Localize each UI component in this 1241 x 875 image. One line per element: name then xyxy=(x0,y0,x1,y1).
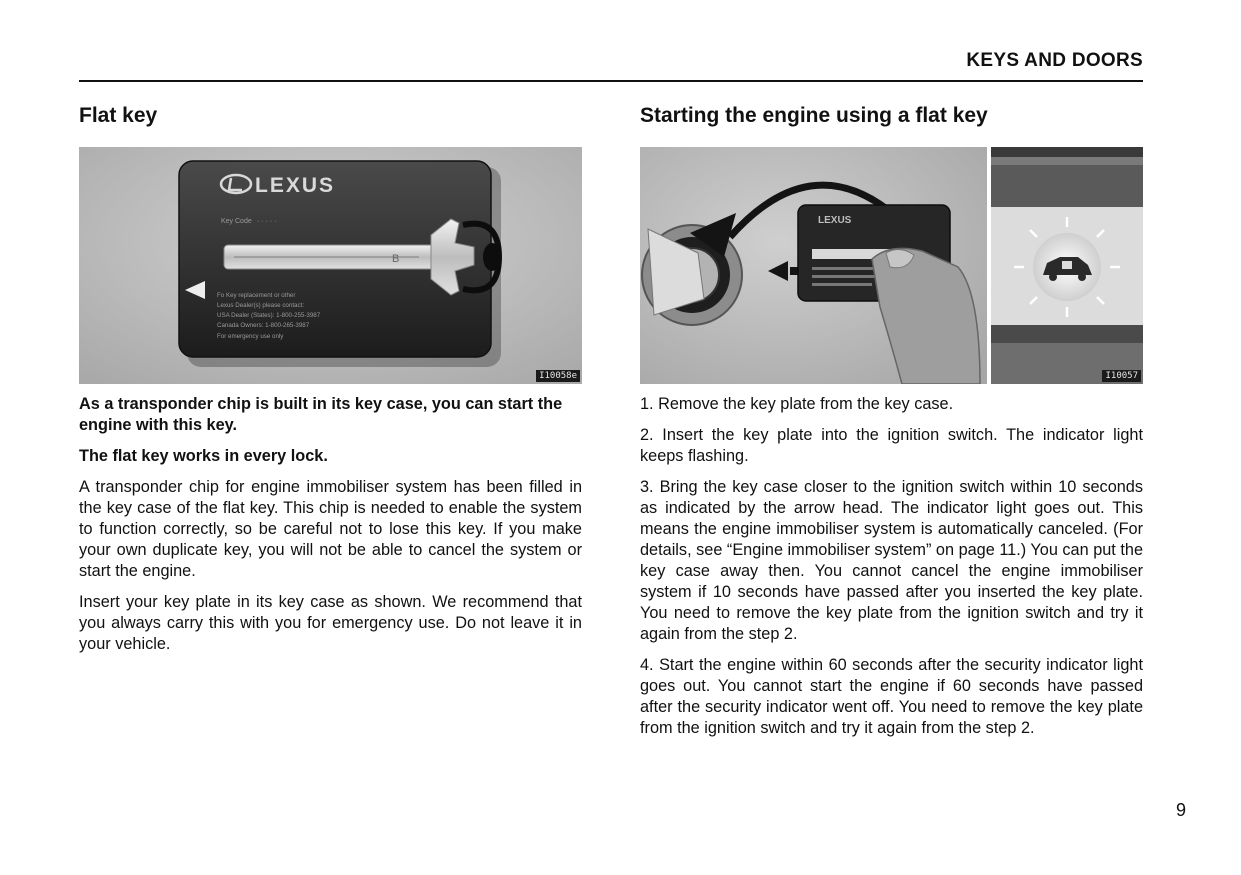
page-number: 9 xyxy=(1176,800,1187,820)
right-column xyxy=(640,100,1143,749)
flat-key-illustration xyxy=(79,147,582,384)
paragraph: The flat key works in every lock. xyxy=(79,447,328,465)
ignition-figure xyxy=(640,147,1143,384)
svg-text:Fo Key replacement or other: Fo Key replacement or other xyxy=(217,292,296,299)
paragraph: A transponder chip for engine immobiliser system has been filled in the key case of the flat key. This chip is needed to enable the system to function correctly, so be careful not to lose this key. If you make your own duplicate key, you will not be able to cancel the system or start the engine. xyxy=(79,478,582,580)
flat-key-figure xyxy=(79,147,582,384)
right-body-text xyxy=(640,394,1143,739)
svg-text:For emergency use only: For emergency use only xyxy=(217,333,284,340)
figure-code: I10058e xyxy=(536,370,580,382)
left-body-text xyxy=(79,394,582,655)
flat-key-heading: Flat key xyxy=(79,104,158,127)
step-2: 2. Insert the key plate into the ignition switch. The indicator light keeps flashing. xyxy=(640,426,1143,465)
svg-text:USA Dealer (States): 1-800-255: USA Dealer (States): 1-800-255-3987 xyxy=(217,312,321,319)
svg-text:· · · · ·: · · · · · xyxy=(257,218,277,225)
paragraph: As a transponder chip is built in its key case, you can start the engine with this key. xyxy=(79,395,563,434)
step-3: 3. Bring the key case closer to the ignition switch within 10 seconds as indicated by the arrow head. The indicator light goes out. This means the engine immobiliser system is automatically canceled. (For details, see “Engine immobiliser system” on page 11.) You can put the key case away then. You cannot cancel the engine immobiliser system if 10 seconds have passed after you inserted the key plate. You need to remove the key plate from the ignition switch and try it again from the step 2. xyxy=(640,478,1143,643)
svg-text:LEXUS: LEXUS xyxy=(255,174,336,197)
step-1: 1. Remove the key plate from the key case. xyxy=(640,395,954,413)
svg-text:Canada Owners: 1-800-265-: Canada Owners: 1-800-265-3987 xyxy=(217,322,310,329)
page-header xyxy=(79,50,1143,82)
section-title: KEYS AND DOORS xyxy=(966,50,1143,71)
svg-text:Key Code: Key Code xyxy=(221,218,252,225)
paragraph: Insert your key plate in its key case as shown. We recommend that you always carry this with you for emergency use. Do not leave it in your vehicle. xyxy=(79,593,582,653)
left-column xyxy=(79,100,582,665)
ignition-illustration xyxy=(640,147,1143,384)
svg-text:B: B xyxy=(392,253,400,265)
indicator-panel xyxy=(991,147,1143,384)
svg-text:LEXUS: LEXUS xyxy=(818,215,852,226)
figure-code: I10057 xyxy=(1102,370,1141,382)
svg-text:Lexus Dealer(s) please contact: Lexus Dealer(s) please contact: xyxy=(217,302,305,309)
step-4: 4. Start the engine within 60 seconds after the security indicator light goes out. You cannot start the engine if 60 seconds have passed after the security indicator went off. You need to remove the key plate from the ignition switch and try it again from the step 2. xyxy=(640,656,1143,737)
starting-engine-heading: Starting the engine using a flat key xyxy=(640,104,988,127)
